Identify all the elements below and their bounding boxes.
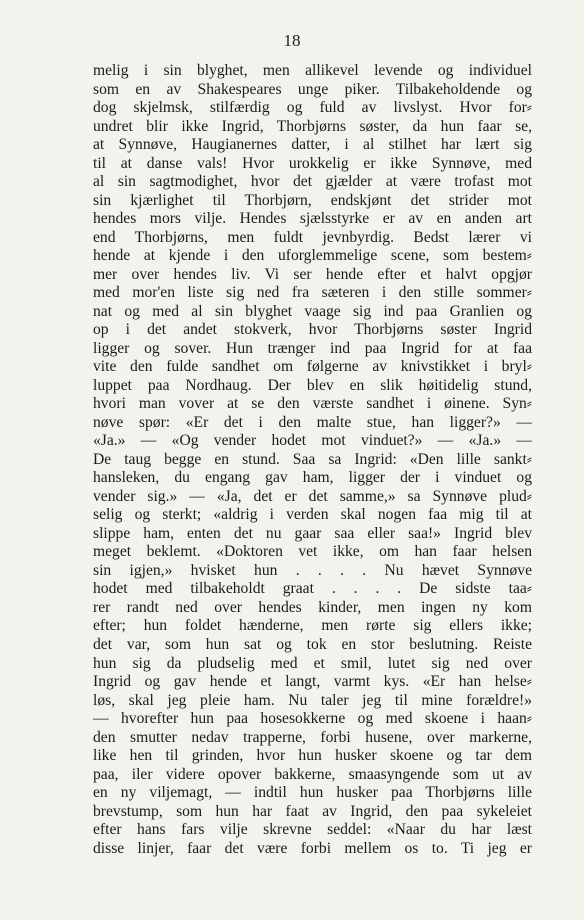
text-line: hendes mors vilje. Hendes sjælsstyrke er av en anden art [93,210,532,228]
text-line: al sin sagtmodighet, hvor det gjælder at være trofast mot [93,173,532,191]
text-line: løs, skal jeg pleie ham. Nu taler jeg til mine forældre!» [93,691,532,709]
text-line: det var, som hun sat og tok en stor beslutning. Reiste [93,635,532,653]
text-line: dog skjelmsk, stilfærdig og fuld av livslyst. Hvor for⸗ [93,99,532,117]
text-line: sin kjærlighet til Thorbjørn, endskjønt det strider mot [93,191,532,209]
text-line: hun sig da pludselig med et smil, lutet sig ned over [93,654,532,672]
page-number: 18 [283,31,301,50]
text-line: paa, iler videre opover bakkerne, smaasyngende som ut av [93,765,532,783]
text-line: vender sig.» — «Ja, det er det samme,» sa Synnøve plud⸗ [93,487,532,505]
text-line: sin igjen,» hvisket hun . . . . Nu hævet Synnøve [93,561,532,579]
text-line: ligger og sover. Hun trænger ind paa Ingrid for at faa [93,339,532,357]
text-line: hvori man vover at se den værste sandhet i øinene. Syn⸗ [93,395,532,413]
text-line: efter hans fars vilje skrevne seddel: «Naar du har læst [93,821,532,839]
text-line: op i det andet stokverk, hvor Thorbjørns søster Ingrid [93,321,532,339]
text-line: mer over hendes liv. Vi ser hende efter et halvt opgjør [93,265,532,283]
text-line: at Synnøve, Haugianernes datter, i al stilhet har lært sig [93,136,532,154]
text-line: som en av Shakespeares unge piker. Tilbakeholdende og [93,80,532,98]
text-line: en ny viljemagt, — indtil hun husker paa Thorbjørns lille [93,784,532,802]
text-line: hansleken, du engang gav ham, ligger der i vinduet og [93,469,532,487]
text-line: slippe ham, enten det nu gaar saa eller saa!» Ingrid blev [93,524,532,542]
text-line: like hen til grinden, hvor hun husker skoene og tar dem [93,747,532,765]
text-line: melig i sin blyghet, men allikevel levende og individuel [93,62,532,79]
text-line: luppet paa Nordhaug. Der blev en slik høitidelig stund, [93,376,532,394]
text-line: efter; hun foldet hænderne, men rørte sig ellers ikke; [93,617,532,635]
text-line: De taug begge en stund. Saa sa Ingrid: «Den lille sankt⸗ [93,450,532,468]
text-line: med mor'en liste sig ned fra sæteren i den stille sommer⸗ [93,284,532,302]
text-line: hende at kjende i den uforglemmelige scene, som bestem⸗ [93,247,532,265]
text-line: undret blir ikke Ingrid, Thorbjørns søster, da hun faar se, [93,117,532,135]
text-line: — hvorefter hun paa hosesokkerne og med skoene i haan⸗ [93,710,532,728]
text-line: til at danse vals! Hvor urokkelig er ikke Synnøve, med [93,154,532,172]
text-line: selig og sterkt; «aldrig i verden skal nogen faa mig til at [93,506,532,524]
text-line: disse linjer, faar det være forbi mellem os to. Ti jeg er [93,839,532,857]
text-line: vite den fulde sandhet om følgerne av knivstikket i bryl⸗ [93,358,532,376]
text-line: «Ja.» — «Og vender hodet mot vinduet?» — «Ja.» — [93,432,532,450]
text-line: end Thorbjørns, men fuldt jevnbyrdig. Bedst lærer vi [93,228,532,246]
body-text [93,62,532,858]
text-line: den smutter nedav trapperne, forbi husene, over markerne, [93,728,532,746]
text-line: Ingrid og gav hende et langt, varmt kys. «Er han helse⸗ [93,673,532,691]
text-line: brevstump, som hun har faat av Ingrid, den paa sykeleiet [93,802,532,820]
text-line: rer randt ned over hendes kinder, men ingen ny kom [93,598,532,616]
text-line: hodet med tilbakeholdt graat . . . . De sidste taa⸗ [93,580,532,598]
text-line: nat og med al sin blyghet vaage sig ind paa Granlien og [93,302,532,320]
text-line: meget beklemt. «Doktoren vet ikke, om han faar helsen [93,543,532,561]
text-line: nøve spør: «Er det i den malte stue, han ligger?» — [93,413,532,431]
